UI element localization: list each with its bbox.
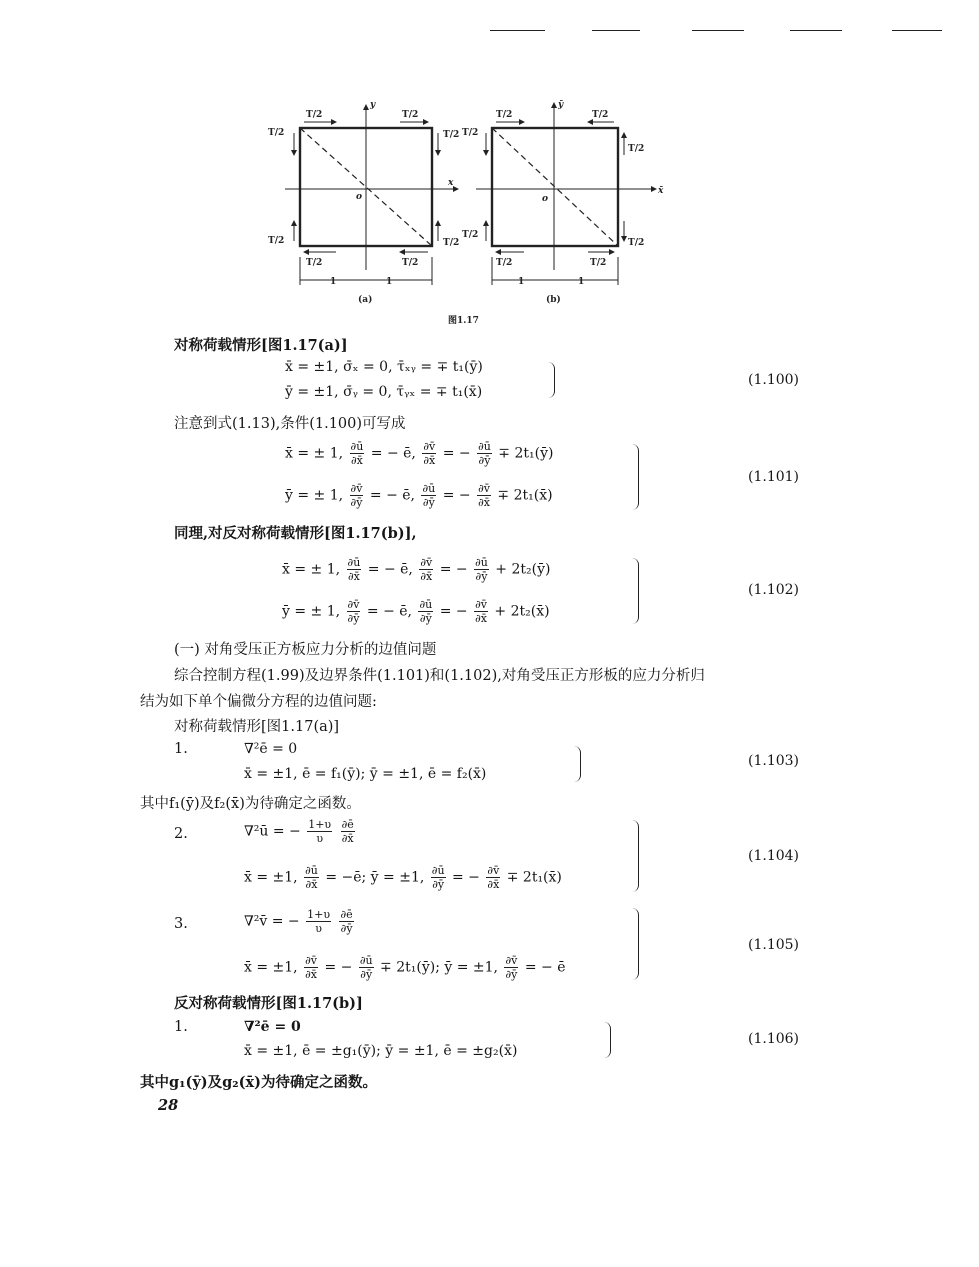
eq-number-1-102: (1.102) xyxy=(748,582,800,598)
eq-1-100-b: ȳ = ±1, σ̄ᵧ = 0, τ̄ᵧₓ = ∓ t₁(x̄) xyxy=(285,384,483,400)
fig-b-load-left-bottom: T/2 xyxy=(462,230,479,240)
fig-b-origin: o xyxy=(542,194,549,204)
fig-b-dim-left: 1 xyxy=(518,277,525,287)
fig-b-load-top-right: T/2 xyxy=(592,110,609,120)
fig-a-load-top-right: T/2 xyxy=(402,110,419,120)
fig-b-load-bottom-left: T/2 xyxy=(496,258,513,268)
item-1-antisym: 1. xyxy=(174,1019,188,1035)
fig-a-load-bottom-left: T/2 xyxy=(306,258,323,268)
functions-note-f: 其中f₁(ȳ)及f₂(x̄)为待确定之函数。 xyxy=(140,796,361,812)
fig-b-axis-y: ȳ xyxy=(558,100,564,110)
frac-du-dy: $\frac{\partial ū}{\partial ȳ}$ xyxy=(478,440,491,467)
eq-number-1-100: (1.100) xyxy=(748,372,800,388)
item-1: 1. xyxy=(174,741,188,757)
eq-number-1-101: (1.101) xyxy=(748,469,800,485)
fig-b-load-top-left: T/2 xyxy=(496,110,513,120)
eq-1-103-b: x̄ = ±1, ē = f₁(ȳ); ȳ = ±1, ē = f₂(x̄) xyxy=(244,766,487,782)
header-rule xyxy=(592,30,640,31)
eq-1-102-a: x̄ = ± 1, $\frac{\partial ū}{\partial x̄}$ = − ē, $\frac{\partial v̄}{\partial x̄}$ = − $\frac{\partial ū}{\partial ȳ}$ + 2t₂(ȳ) xyxy=(282,556,551,583)
eq-1-100-a: x̄ = ±1, σ̄ₓ = 0, τ̄ₓᵧ = ∓ t₁(ȳ) xyxy=(285,359,483,375)
eq-1-103-a: ∇²ē = 0 xyxy=(244,741,298,757)
fig-a-dim-left: 1 xyxy=(330,277,337,287)
eq-1-105-a: ∇²v̄ = − $\frac{1+\upsilon}{\upsilon}$ $\frac{\partial ē}{\partial ȳ}$ xyxy=(244,908,353,935)
eq-1-104-a: ∇²ū = − $\frac{1+\upsilon}{\upsilon}$ $\frac{\partial ē}{\partial x̄}$ xyxy=(244,818,354,845)
eq-1-104-b: x̄ = ±1, $\frac{\partial ū}{\partial x̄}$ = −ē; ȳ = ±1, $\frac{\partial ū}{\partial ȳ}$ = − $\frac{\partial v̄}{\partial x̄}$ ∓ 2t₁(x̄) xyxy=(244,864,562,891)
eq-1-106-a: ∇²ē = 0 xyxy=(244,1019,301,1035)
fig-b-load-left-top: T/2 xyxy=(462,128,479,138)
header-rule xyxy=(490,30,545,31)
brace-1-106 xyxy=(604,1022,611,1058)
fig-a-load-right-top: T/2 xyxy=(443,130,460,140)
similarly-line: 同理,对反对称荷载情形[图1.17(b)], xyxy=(174,525,417,542)
figure-1-17 xyxy=(260,95,680,335)
figure-caption: 图1.17 xyxy=(448,316,479,326)
eq-number-1-105: (1.105) xyxy=(748,937,800,953)
header-rule xyxy=(892,30,942,31)
eq-1-101-a: x̄ = ± 1, $\frac{\partial ū}{\partial x̄}$ = − ē, $\frac{\partial v̄}{\partial x̄}$ = − $\frac{\partial ū}{\partial ȳ}$ ∓ 2t₁(ȳ) xyxy=(285,440,554,467)
paragraph-line-1: 综合控制方程(1.99)及边界条件(1.101)和(1.102),对角受压正方形板的应力分析归 xyxy=(174,668,705,684)
section-symmetric-heading: 对称荷载情形[图1.17(a)] xyxy=(174,337,348,354)
eq-number-1-106: (1.106) xyxy=(748,1031,800,1047)
frac-dv-dx: $\frac{\partial v̄}{\partial x̄}$ xyxy=(423,440,436,467)
item-3: 3. xyxy=(174,916,188,932)
eq-1-106-b: x̄ = ±1, ē = ±g₁(ȳ); ȳ = ±1, ē = ±g₂(x̄) xyxy=(244,1043,518,1059)
brace-1-101 xyxy=(632,444,639,510)
fig-a-load-top-left: T/2 xyxy=(306,110,323,120)
page-number: 28 xyxy=(158,1097,179,1114)
brace-1-102 xyxy=(632,558,639,624)
section-heading-boundary-problem: (一) 对角受压正方板应力分析的边值问题 xyxy=(174,642,437,658)
eq-1-101-b: ȳ = ± 1, $\frac{\partial v̄}{\partial ȳ}$ = − ē, $\frac{\partial ū}{\partial ȳ}$ = − $\frac{\partial v̄}{\partial x̄}$ ∓ 2t₁(x̄) xyxy=(285,482,553,509)
frac-du-dy: $\frac{\partial ū}{\partial ȳ}$ xyxy=(422,482,436,509)
fig-a-origin: o xyxy=(356,192,363,202)
eq-number-1-104: (1.104) xyxy=(748,848,800,864)
fig-a-label: (a) xyxy=(358,295,373,305)
fig-b-load-right-top: T/2 xyxy=(628,144,645,154)
item-2: 2. xyxy=(174,826,188,842)
fig-a-dim-right: 1 xyxy=(386,277,393,287)
fig-a-load-right-bottom: T/2 xyxy=(443,238,460,248)
fig-a-axis-y: y xyxy=(370,100,376,110)
eq-1-105-b: x̄ = ±1, $\frac{\partial v̄}{\partial x̄}$ = − $\frac{\partial ū}{\partial ȳ}$ ∓ 2t₁(ȳ); ȳ = ±1, $\frac{\partial v̄}{\partial ȳ}$ = − ē xyxy=(244,954,566,981)
fig-b-load-right-bottom: T/2 xyxy=(628,238,645,248)
frac-dv-dy: $\frac{\partial v̄}{\partial ȳ}$ xyxy=(350,482,363,509)
brace-1-100 xyxy=(548,362,555,398)
functions-note-g: 其中g₁(ȳ)及g₂(x̄)为待确定之函数。 xyxy=(140,1074,377,1091)
brace-1-103 xyxy=(574,746,581,782)
frac-dv-dx: $\frac{\partial v̄}{\partial x̄}$ xyxy=(478,482,490,509)
fig-b-axis-x: x̄ xyxy=(658,186,664,196)
antisymmetric-case-heading: 反对称荷载情形[图1.17(b)] xyxy=(174,995,363,1012)
frac-du-dx: $\frac{\partial ū}{\partial x̄}$ xyxy=(350,440,364,467)
fig-a-axis-x: x xyxy=(448,178,454,188)
eq-number-1-103: (1.103) xyxy=(748,753,800,769)
fig-b-dim-right: 1 xyxy=(578,277,585,287)
note-line: 注意到式(1.13),条件(1.100)可写成 xyxy=(174,416,406,432)
fig-a-load-bottom-right: T/2 xyxy=(402,258,419,268)
symmetric-case-heading: 对称荷载情形[图1.17(a)] xyxy=(174,719,340,735)
brace-1-105 xyxy=(632,908,639,980)
fig-a-load-left-bottom: T/2 xyxy=(268,236,285,246)
eq-1-102-b: ȳ = ± 1, $\frac{\partial v̄}{\partial ȳ}$ = − ē, $\frac{\partial ū}{\partial ȳ}$ = − $\frac{\partial v̄}{\partial x̄}$ + 2t₂(x̄) xyxy=(282,598,550,625)
fig-b-label: (b) xyxy=(546,295,561,305)
fig-b-load-bottom-right: T/2 xyxy=(590,258,607,268)
header-rule xyxy=(692,30,744,31)
paragraph-line-2: 结为如下单个偏微分方程的边值问题: xyxy=(140,694,377,710)
brace-1-104 xyxy=(632,820,639,892)
header-rule xyxy=(790,30,842,31)
fig-a-load-left-top: T/2 xyxy=(268,128,285,138)
